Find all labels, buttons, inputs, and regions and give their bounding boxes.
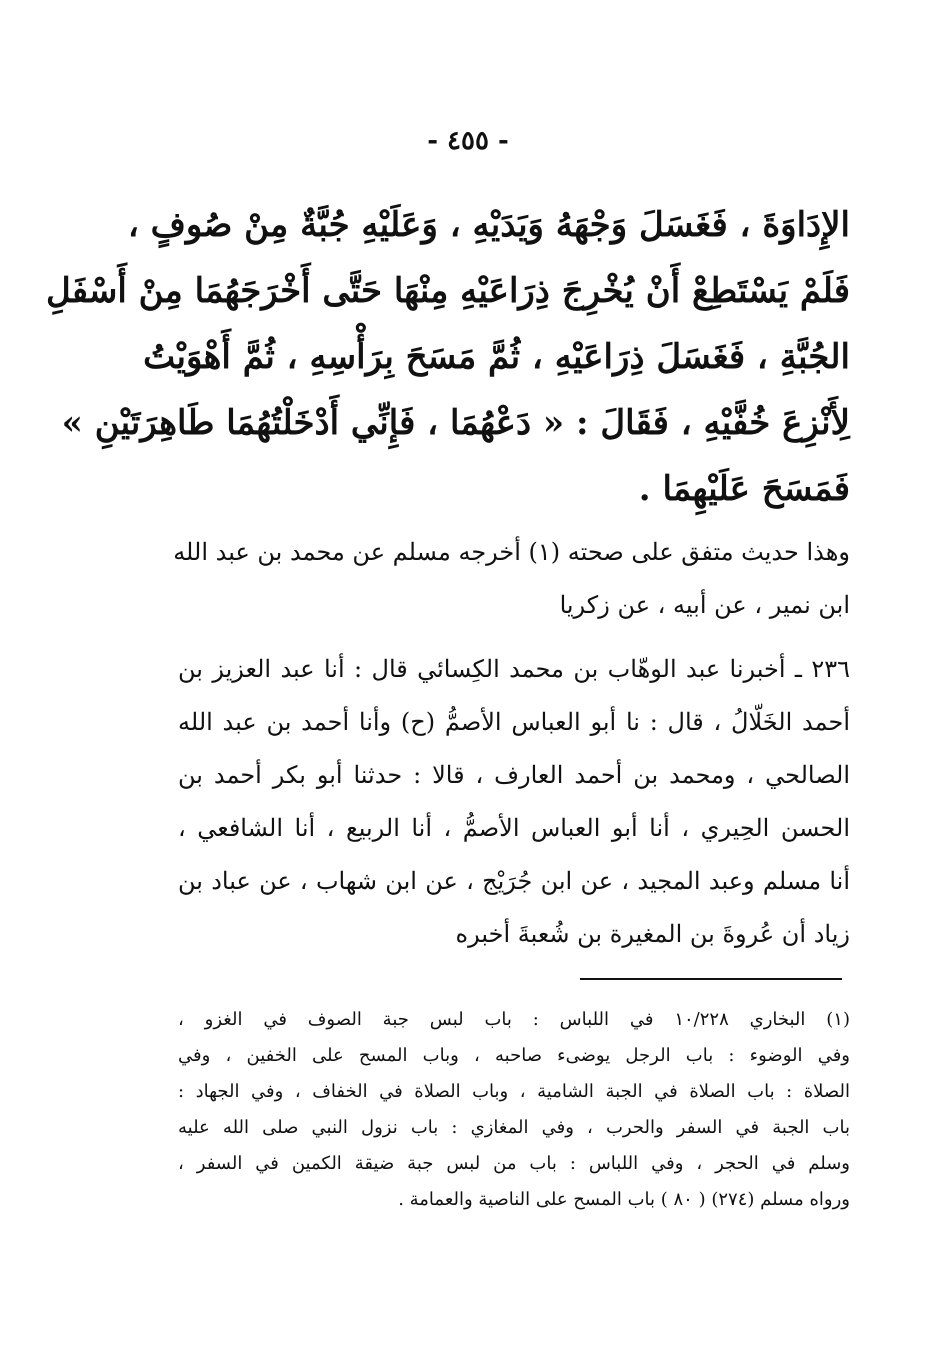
footnote-line: (١) البخاري ١٠/٢٢٨ في اللباس : باب لبس جبة الصوف في الغزو ،: [178, 1009, 850, 1030]
footnote-line: ورواه مسلم (٢٧٤) ( ٨٠ ) باب المسح على الناصية والعمامة .: [398, 1189, 850, 1210]
isnad-line: زياد أن عُروةَ بن المغيرة بن شُعبةَ أخبره: [455, 920, 850, 948]
hadith-line: فَمَسَحَ عَلَيْهِمَا .: [638, 469, 850, 509]
footnote-line: وسلم في الحجر ، وفي اللباس : باب من لبس جبة ضيقة الكمين في السفر ،: [178, 1153, 850, 1174]
hadith-line: فَلَمْ يَسْتَطِعْ أَنْ يُخْرِجَ ذِرَاعَيْهِ مِنْهَا حَتَّى أَخْرَجَهُمَا مِنْ أَسْفَلِ: [45, 271, 850, 311]
isnad-line: الحسن الحِيري ، أنا أبو العباس الأصمُّ ، أنا الربيع ، أنا الشافعي ،: [178, 814, 850, 842]
footnote-line: الصلاة : باب الصلاة في الجبة الشامية ، وباب الصلاة في الخفاف ، وفي الجهاد :: [178, 1081, 850, 1102]
isnad-line: الصالحي ، ومحمد بن أحمد العارف ، قالا : حدثنا أبو بكر أحمد بن: [178, 761, 850, 789]
footnote-line: باب الجبة في السفر والحرب ، وفي المغازي : باب نزول النبي صلى الله عليه: [178, 1117, 850, 1138]
isnad-line: أحمد الخَلّالُ ، قال : نا أبو العباس الأصمُّ (ح) وأنا أحمد بن عبد الله: [178, 708, 850, 736]
isnad-line: أنا مسلم وعبد المجيد ، عن ابن جُرَيْج ، عن ابن شهاب ، عن عباد بن: [178, 867, 850, 895]
takhrij-line: وهذا حديث متفق على صحته (١) أخرجه مسلم عن محمد بن عبد الله: [173, 538, 850, 566]
hadith-line: الجُبَّةِ ، فَغَسَلَ ذِرَاعَيْهِ ، ثُمَّ مَسَحَ بِرَأْسِهِ ، ثُمَّ أَهْوَيْتُ: [143, 337, 850, 377]
isnad-line: ٢٣٦ ـ أخبرنا عبد الوهّاب بن محمد الكِسائي قال : أنا عبد العزيز بن: [178, 655, 850, 683]
takhrij-paragraph: [173, 526, 850, 632]
footnote-separator: [580, 978, 842, 980]
footnotes: [178, 1002, 850, 1218]
hadith-line: الإِدَاوَةَ ، فَغَسَلَ وَجْهَهُ وَيَدَيْهِ ، وَعَلَيْهِ جُبَّةٌ مِنْ صُوفٍ ،: [127, 205, 850, 245]
hadith-line: لِأَنْزِعَ خُفَّيْهِ ، فَقَالَ : « دَعْهُمَا ، فَإِنِّي أَدْخَلْتُهُمَا طَاهِرَتَيْنِ »: [61, 403, 850, 443]
hadith-text: [45, 192, 850, 522]
footnote-line: وفي الوضوء : باب الرجل يوضىء صاحبه ، وباب المسح على الخفين ، وفي: [178, 1045, 850, 1066]
page-number: - ٤٥٥ -: [427, 126, 509, 156]
isnad-paragraph: [178, 643, 850, 961]
takhrij-line: ابن نمير ، عن أبيه ، عن زكريا: [559, 591, 850, 619]
